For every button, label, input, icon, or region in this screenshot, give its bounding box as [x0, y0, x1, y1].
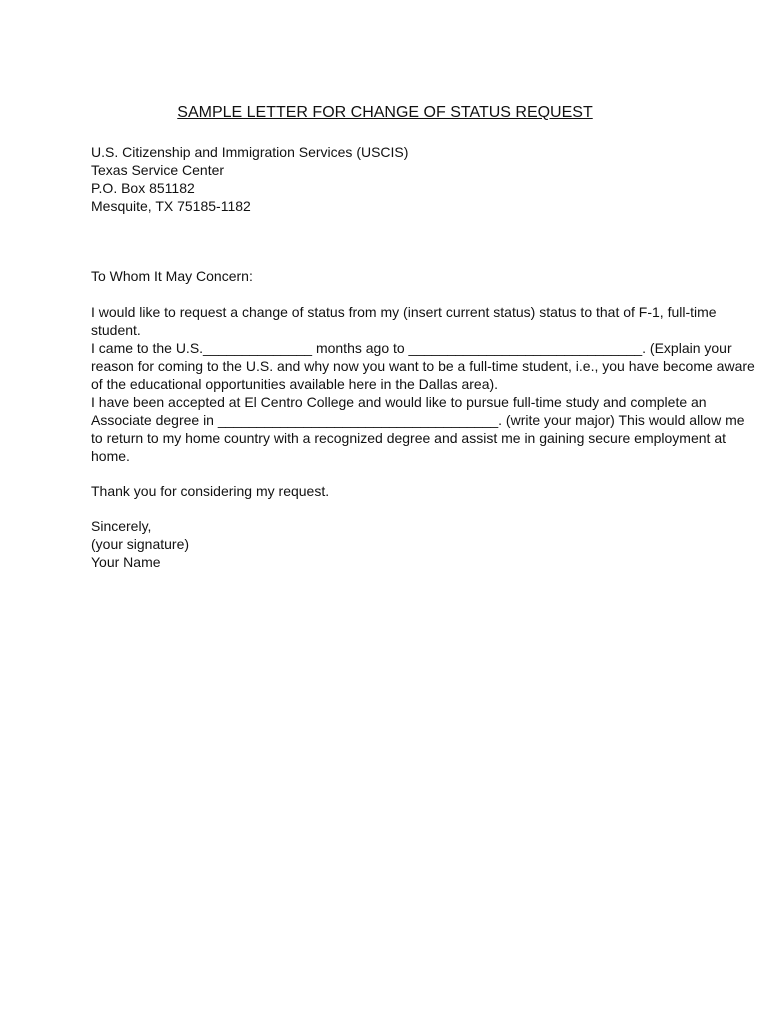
closing-line: (your signature) [91, 536, 190, 552]
letter-title: SAMPLE LETTER FOR CHANGE OF STATUS REQUEST [177, 104, 593, 121]
salutation [91, 267, 671, 285]
address-line: U.S. Citizenship and Immigration Services (USCIS) [91, 144, 409, 160]
body-line: Associate degree in ____________________________________. (write your major) This would allow me [91, 412, 745, 428]
body-line: of the educational opportunities available here in the Dallas area). [91, 376, 499, 392]
closing-line: Sincerely, [91, 518, 152, 534]
body-line: I would like to request a change of status from my (insert current status) status to that of F-1, full-time [91, 304, 717, 320]
closing-line: Your Name [91, 554, 161, 570]
address-line: Texas Service Center [91, 162, 225, 178]
recipient-address [91, 143, 671, 215]
letter-body [91, 303, 755, 465]
body-line: I came to the U.S.______________ months ago to ______________________________. (Explain your [91, 340, 732, 356]
body-line: home. [91, 448, 130, 464]
thanks-paragraph [91, 482, 671, 500]
address-line: Mesquite, TX 75185-1182 [91, 198, 251, 214]
thanks-text: Thank you for considering my request. [91, 483, 330, 499]
body-line: I have been accepted at El Centro College and would like to pursue full-time study and complete an [91, 394, 707, 410]
body-line: reason for coming to the U.S. and why now you want to be a full-time student, i.e., you have become aware [91, 358, 755, 374]
closing-block [91, 517, 671, 571]
salutation-text: To Whom It May Concern: [91, 268, 253, 284]
address-line: P.O. Box 851182 [91, 180, 195, 196]
body-line: to return to my home country with a recognized degree and assist me in gaining secure employment at [91, 430, 726, 446]
body-line: student. [91, 322, 141, 338]
